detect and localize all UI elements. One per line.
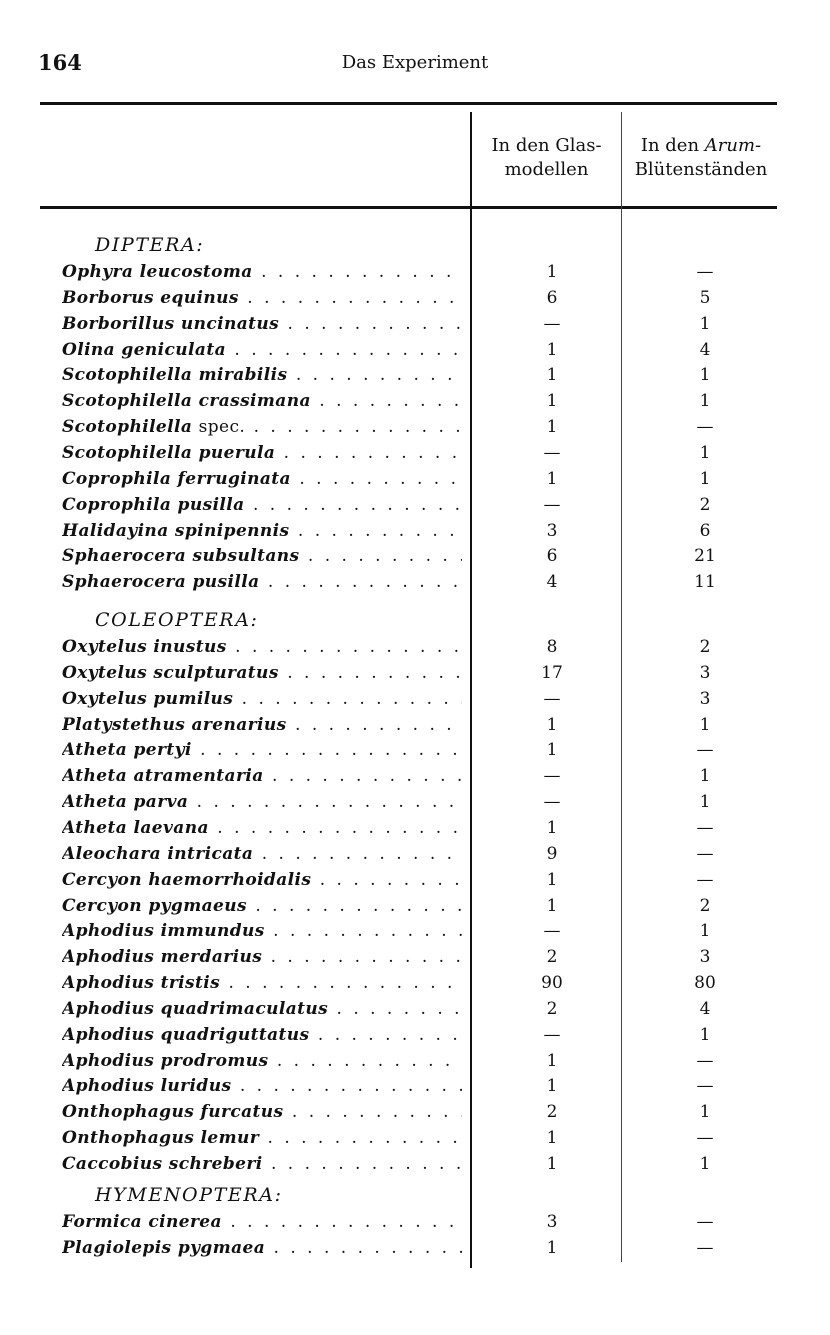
count-glasmodellen: 2 — [546, 1102, 558, 1122]
count-glasmodellen: 1 — [546, 417, 558, 437]
count-arum: 11 — [694, 572, 716, 592]
count-arum: — — [696, 1051, 714, 1071]
count-glasmodellen: 1 — [546, 896, 558, 916]
table-top-rule — [40, 102, 777, 105]
page-number: 164 — [38, 50, 82, 75]
species-name — [62, 362, 462, 388]
count-arum: 5 — [699, 288, 711, 308]
species-name — [62, 996, 462, 1022]
count-glasmodellen: 9 — [546, 844, 558, 864]
species-name-text: Aphodius tristis — [62, 973, 221, 993]
column-header-glas-line2: modellen — [504, 159, 589, 180]
column-divider-right — [621, 112, 622, 1262]
species-name-text: Olina geniculata — [62, 340, 226, 360]
species-name — [62, 414, 462, 440]
count-glasmodellen: 3 — [546, 521, 558, 541]
count-arum: 1 — [699, 715, 711, 735]
column-divider-left — [470, 112, 472, 1268]
count-glasmodellen: — — [543, 689, 561, 709]
count-arum: 6 — [699, 521, 711, 541]
count-glasmodellen: 2 — [546, 999, 558, 1019]
species-name — [62, 337, 462, 363]
count-glasmodellen: — — [543, 1025, 561, 1045]
count-arum: — — [696, 1128, 714, 1148]
species-name — [62, 1099, 462, 1125]
count-glasmodellen: 1 — [546, 870, 558, 890]
count-glasmodellen: 1 — [546, 740, 558, 760]
count-glasmodellen: 3 — [546, 1212, 558, 1232]
species-name — [62, 466, 462, 492]
count-arum: 1 — [699, 921, 711, 941]
species-name — [62, 1073, 462, 1099]
group-title: DIPTERA: — [95, 234, 205, 256]
group-title: HYMENOPTERA: — [95, 1184, 283, 1206]
count-glasmodellen: 1 — [546, 1154, 558, 1174]
count-arum: 1 — [699, 443, 711, 463]
count-glasmodellen: 1 — [546, 1051, 558, 1071]
species-name-text: Platystethus arenarius — [62, 715, 287, 735]
count-arum: — — [696, 1238, 714, 1258]
group-title: COLEOPTERA: — [95, 609, 259, 631]
column-header-arum-line1-italic: Arum- — [704, 135, 762, 156]
count-arum: — — [696, 870, 714, 890]
species-name — [62, 1151, 462, 1177]
species-name-text: Atheta pertyi — [62, 740, 192, 760]
species-name-text: Scotophilella mirabilis — [62, 365, 288, 385]
species-name — [62, 569, 462, 595]
species-name — [62, 815, 462, 841]
count-arum: 1 — [699, 792, 711, 812]
column-header-glasmodellen — [472, 134, 621, 182]
species-name-text: Sphaerocera pusilla — [62, 572, 260, 592]
column-header-arum — [622, 134, 780, 182]
count-glasmodellen: — — [543, 443, 561, 463]
species-name — [62, 1235, 462, 1261]
species-name-text: Atheta laevana — [62, 818, 209, 838]
count-glasmodellen: 1 — [546, 469, 558, 489]
species-name-text: Aleochara intricata — [62, 844, 254, 864]
count-arum: 4 — [699, 999, 711, 1019]
count-arum: 1 — [699, 469, 711, 489]
species-name — [62, 867, 462, 893]
species-name — [62, 634, 462, 660]
species-name-text: Plagiolepis pygmaea — [62, 1238, 266, 1258]
species-name-text: Ophyra leucostoma — [62, 262, 253, 282]
species-name — [62, 285, 462, 311]
count-glasmodellen: 1 — [546, 1238, 558, 1258]
species-name — [62, 440, 462, 466]
count-glasmodellen: 1 — [546, 1076, 558, 1096]
count-arum: 1 — [699, 1102, 711, 1122]
count-glasmodellen: — — [543, 314, 561, 334]
species-name-text: Scotophilella crassimana — [62, 391, 311, 411]
count-arum: — — [696, 818, 714, 838]
species-suffix: spec. — [198, 417, 246, 437]
species-name-text: Borborillus uncinatus — [62, 314, 280, 334]
species-name — [62, 1209, 462, 1235]
count-arum: — — [696, 417, 714, 437]
count-glasmodellen: — — [543, 921, 561, 941]
species-name-text: Scotophilella puerula — [62, 443, 276, 463]
species-name — [62, 543, 462, 569]
species-name-text: Formica cinerea — [62, 1212, 222, 1232]
count-glasmodellen: 1 — [546, 365, 558, 385]
count-glasmodellen: 6 — [546, 288, 558, 308]
species-name-text: Onthophagus lemur — [62, 1128, 260, 1148]
count-glasmodellen: 6 — [546, 546, 558, 566]
count-glasmodellen: 1 — [546, 391, 558, 411]
count-glasmodellen: 1 — [546, 818, 558, 838]
column-header-arum-line2: Blütenständen — [634, 159, 768, 180]
count-arum: 1 — [699, 766, 711, 786]
species-name-text: Aphodius merdarius — [62, 947, 263, 967]
species-name — [62, 918, 462, 944]
species-name-text: Aphodius quadrimaculatus — [62, 999, 329, 1019]
count-arum: 4 — [699, 340, 711, 360]
species-name-text: Oxytelus sculpturatus — [62, 663, 279, 683]
species-name-text: Atheta parva — [62, 792, 189, 812]
species-name — [62, 893, 462, 919]
species-name-text: Halidayina spinipennis — [62, 521, 290, 541]
count-arum: 21 — [694, 546, 716, 566]
species-name-text: Sphaerocera subsultans — [62, 546, 300, 566]
column-header-arum-line1 — [622, 134, 780, 158]
count-arum: 1 — [699, 365, 711, 385]
count-arum: — — [696, 740, 714, 760]
count-arum: 2 — [699, 495, 711, 515]
count-arum: — — [696, 1212, 714, 1232]
species-name-text: Aphodius quadriguttatus — [62, 1025, 310, 1045]
species-name — [62, 311, 462, 337]
count-arum: 1 — [699, 1025, 711, 1045]
species-name-text: Aphodius prodromus — [62, 1051, 269, 1071]
count-glasmodellen: 1 — [546, 1128, 558, 1148]
count-arum: 3 — [699, 689, 711, 709]
species-name-text: Oxytelus inustus — [62, 637, 227, 657]
species-name-text: Aphodius luridus — [62, 1076, 232, 1096]
running-title: Das Experiment — [341, 52, 489, 73]
species-name — [62, 763, 462, 789]
count-glasmodellen: 1 — [546, 715, 558, 735]
species-name-text: Cercyon pygmaeus — [62, 896, 247, 916]
species-name — [62, 1125, 462, 1151]
species-name — [62, 712, 462, 738]
species-name — [62, 789, 462, 815]
species-name-text: Coprophila ferruginata — [62, 469, 291, 489]
species-name-text: Scotophilella — [62, 417, 193, 437]
count-glasmodellen: 90 — [541, 973, 563, 993]
species-name — [62, 518, 462, 544]
count-arum: — — [696, 262, 714, 282]
species-name-text: Borborus equinus — [62, 288, 239, 308]
column-header-arum-line1-plain: In den — [640, 135, 705, 156]
count-arum: 1 — [699, 314, 711, 334]
count-glasmodellen: 8 — [546, 637, 558, 657]
species-name-text: Aphodius immundus — [62, 921, 265, 941]
count-arum: 1 — [699, 1154, 711, 1174]
count-glasmodellen: — — [543, 792, 561, 812]
count-arum: 2 — [699, 896, 711, 916]
count-arum: — — [696, 844, 714, 864]
species-name-text: Onthophagus furcatus — [62, 1102, 284, 1122]
species-name-text: Caccobius schreberi — [62, 1154, 263, 1174]
species-name-text: Oxytelus pumilus — [62, 689, 234, 709]
species-name — [62, 492, 462, 518]
count-glasmodellen: 1 — [546, 262, 558, 282]
count-arum: 80 — [694, 973, 716, 993]
count-arum: 3 — [699, 947, 711, 967]
species-name-text: Coprophila pusilla — [62, 495, 245, 515]
count-glasmodellen: 4 — [546, 572, 558, 592]
species-name — [62, 944, 462, 970]
count-glasmodellen: — — [543, 766, 561, 786]
species-name — [62, 686, 462, 712]
species-name — [62, 259, 462, 285]
species-name — [62, 660, 462, 686]
species-name — [62, 1022, 462, 1048]
count-glasmodellen: 1 — [546, 340, 558, 360]
count-arum: 1 — [699, 391, 711, 411]
species-name-text: Cercyon haemorrhoidalis — [62, 870, 312, 890]
species-name — [62, 841, 462, 867]
species-name-text: Atheta atramentaria — [62, 766, 264, 786]
count-glasmodellen: 17 — [541, 663, 563, 683]
species-name — [62, 970, 462, 996]
table-header-rule — [40, 206, 777, 209]
species-name — [62, 737, 462, 763]
species-name — [62, 388, 462, 414]
species-name — [62, 1048, 462, 1074]
count-arum: 2 — [699, 637, 711, 657]
count-arum: — — [696, 1076, 714, 1096]
count-arum: 3 — [699, 663, 711, 683]
column-header-glas-line1: In den Glas- — [491, 135, 602, 156]
count-glasmodellen: — — [543, 495, 561, 515]
count-glasmodellen: 2 — [546, 947, 558, 967]
